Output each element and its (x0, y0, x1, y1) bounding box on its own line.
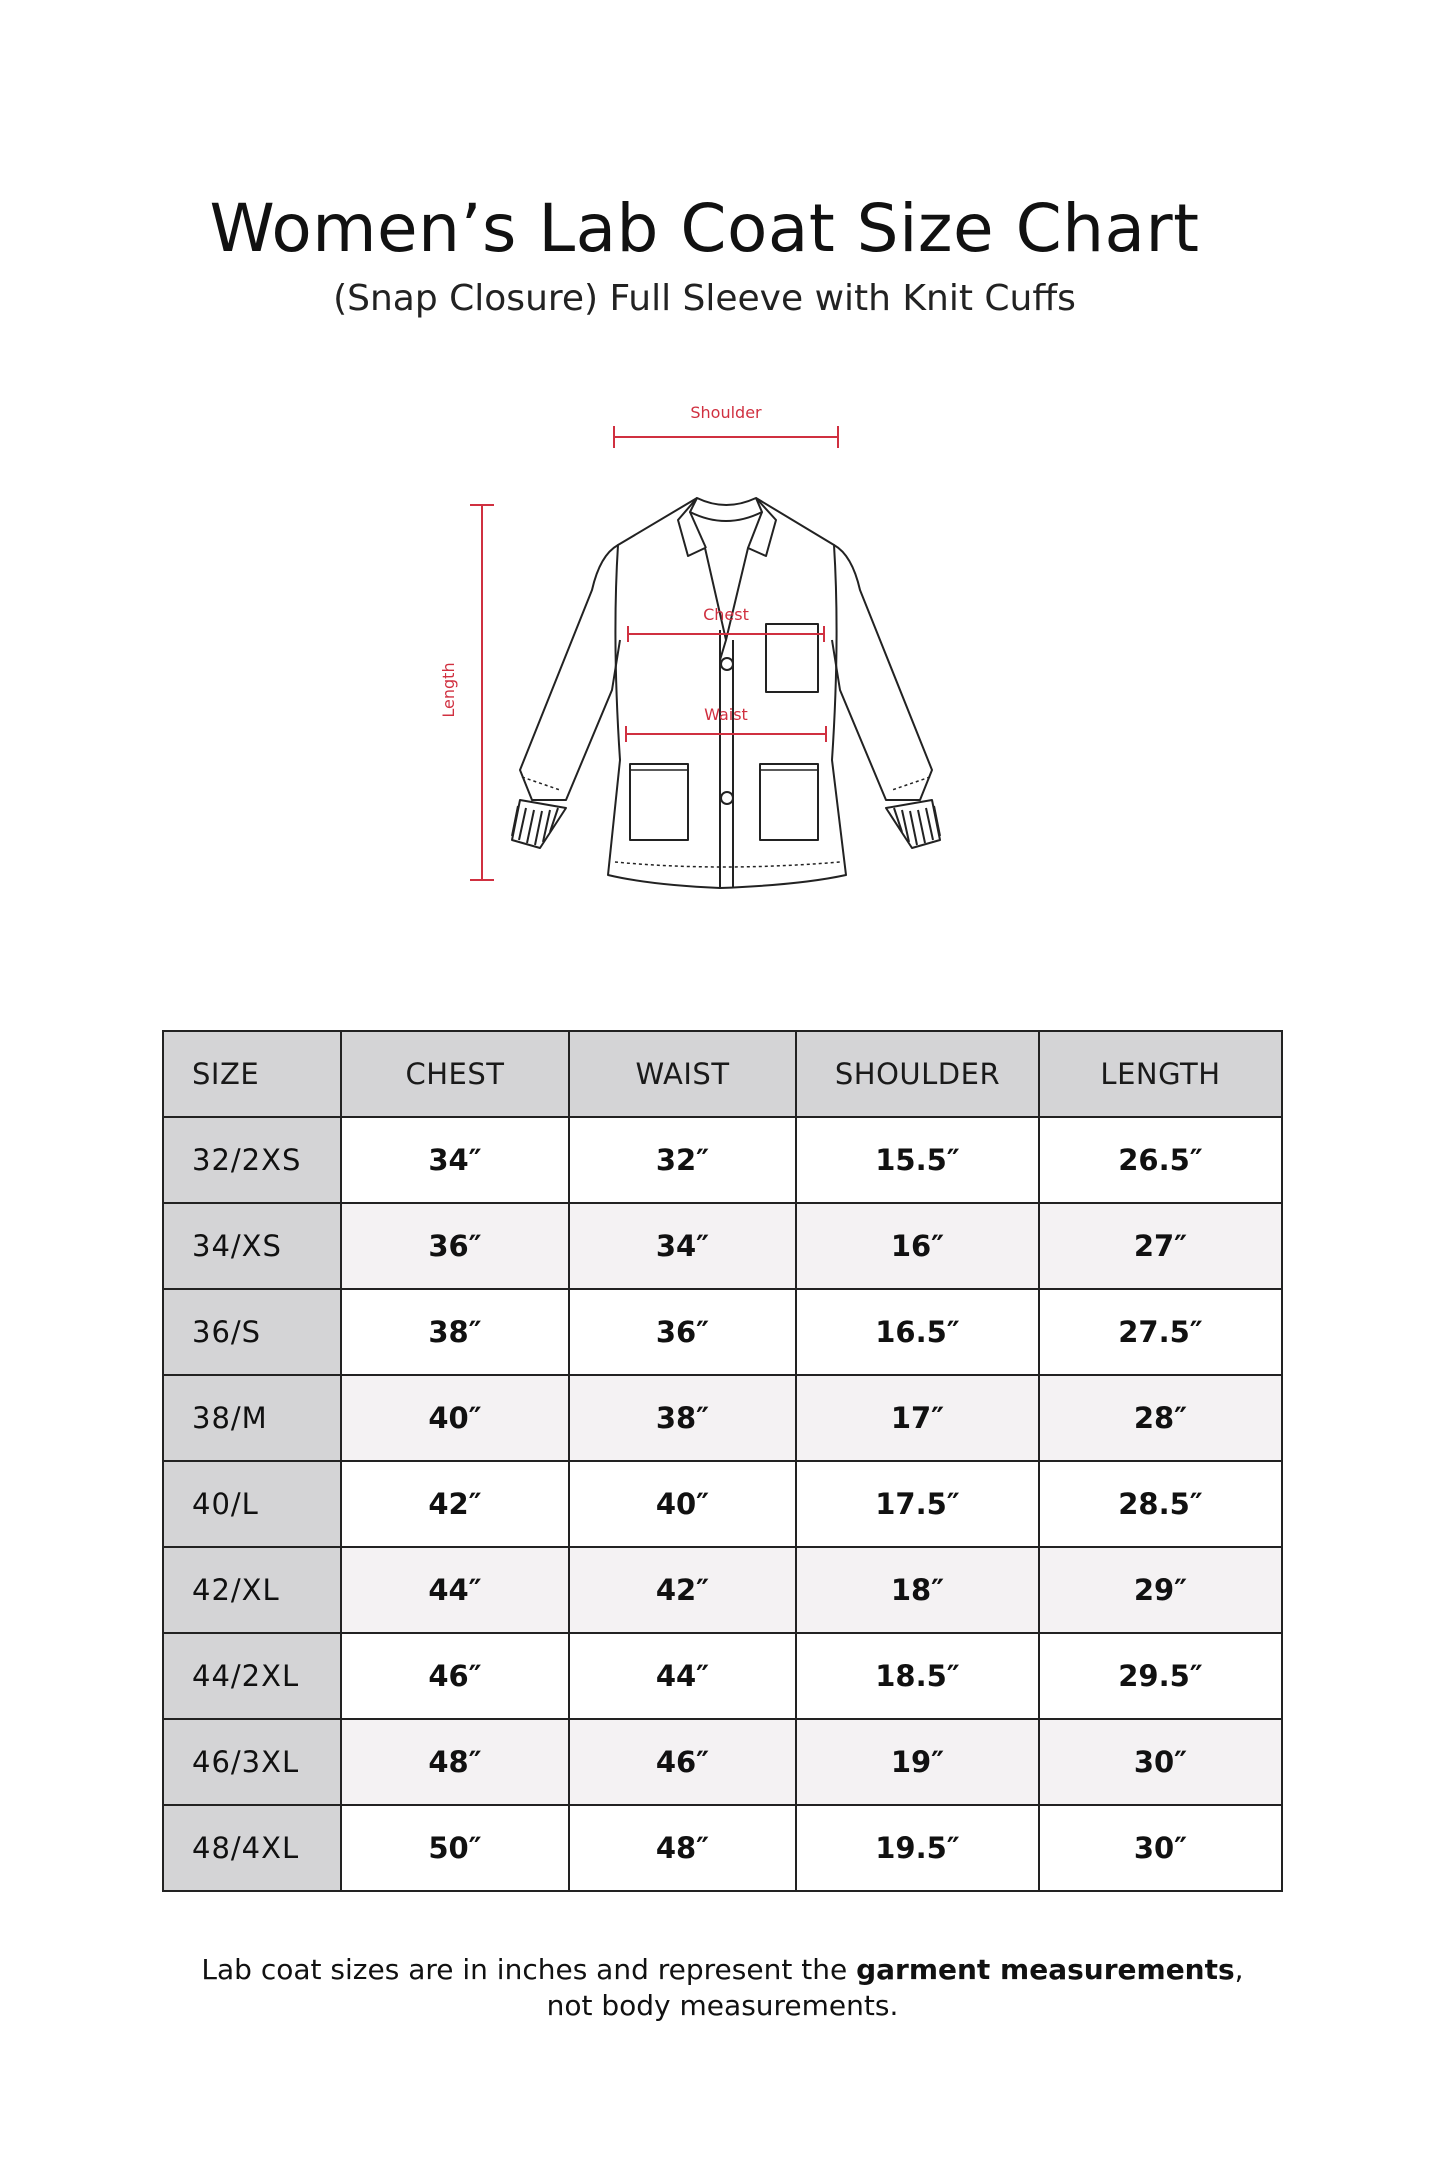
chest-cell: 36″ (341, 1203, 569, 1289)
size-cell: 48/4XL (163, 1805, 341, 1891)
coat-outline (512, 498, 940, 888)
table-row (163, 1117, 1282, 1203)
size-cell: 40/L (163, 1461, 341, 1547)
chest-cell: 42″ (341, 1461, 569, 1547)
waist-cell: 32″ (569, 1117, 796, 1203)
table-header-row (163, 1031, 1282, 1117)
table-row (163, 1461, 1282, 1547)
shoulder-cell: 17.5″ (796, 1461, 1039, 1547)
shoulder-cell: 16″ (796, 1203, 1039, 1289)
shoulder-cell: 19″ (796, 1719, 1039, 1805)
length-cell: 29″ (1039, 1547, 1282, 1633)
length-cell: 27″ (1039, 1203, 1282, 1289)
waist-cell: 40″ (569, 1461, 796, 1547)
shoulder-cell: 17″ (796, 1375, 1039, 1461)
size-cell: 34/XS (163, 1203, 341, 1289)
length-cell: 30″ (1039, 1805, 1282, 1891)
table-row (163, 1805, 1282, 1891)
table-row (163, 1719, 1282, 1805)
table-row (163, 1203, 1282, 1289)
table-row (163, 1375, 1282, 1461)
size-chart-table (162, 1030, 1283, 1892)
shoulder-label: Shoulder (690, 403, 762, 422)
waist-cell: 48″ (569, 1805, 796, 1891)
table-row (163, 1547, 1282, 1633)
footnote-line-2: not body measurements. (546, 1989, 899, 2022)
footnote-emphasis: garment measurements (856, 1953, 1235, 1986)
shoulder-cell: 19.5″ (796, 1805, 1039, 1891)
footnote-punctuation: , (1234, 1953, 1244, 1986)
waist-cell: 44″ (569, 1633, 796, 1719)
waist-label: Waist (704, 705, 748, 724)
column-header-size: SIZE (163, 1031, 341, 1117)
length-cell: 28.5″ (1039, 1461, 1282, 1547)
table-row (163, 1289, 1282, 1375)
waist-cell: 38″ (569, 1375, 796, 1461)
table-row (163, 1633, 1282, 1719)
waist-cell: 36″ (569, 1289, 796, 1375)
shoulder-cell: 15.5″ (796, 1117, 1039, 1203)
chest-cell: 40″ (341, 1375, 569, 1461)
chest-cell: 34″ (341, 1117, 569, 1203)
chest-cell: 44″ (341, 1547, 569, 1633)
column-header-chest: CHEST (341, 1031, 569, 1117)
length-cell: 28″ (1039, 1375, 1282, 1461)
page-subtitle: (Snap Closure) Full Sleeve with Knit Cuffs (333, 278, 1076, 319)
chest-cell: 48″ (341, 1719, 569, 1805)
footnote (0, 1952, 1445, 2024)
footnote-line-1 (0, 1952, 1445, 1988)
chest-cell: 50″ (341, 1805, 569, 1891)
column-header-length: LENGTH (1039, 1031, 1282, 1117)
shoulder-cell: 18″ (796, 1547, 1039, 1633)
column-header-shoulder: SHOULDER (796, 1031, 1039, 1117)
length-cell: 29.5″ (1039, 1633, 1282, 1719)
lab-coat-illustration (0, 0, 1445, 1000)
size-cell: 42/XL (163, 1547, 341, 1633)
length-cell: 27.5″ (1039, 1289, 1282, 1375)
waist-dimension (626, 705, 826, 742)
size-cell: 46/3XL (163, 1719, 341, 1805)
shoulder-cell: 18.5″ (796, 1633, 1039, 1719)
waist-cell: 34″ (569, 1203, 796, 1289)
waist-cell: 46″ (569, 1719, 796, 1805)
chest-cell: 38″ (341, 1289, 569, 1375)
size-cell: 44/2XL (163, 1633, 341, 1719)
shoulder-cell: 16.5″ (796, 1289, 1039, 1375)
chest-cell: 46″ (341, 1633, 569, 1719)
size-cell: 38/M (163, 1375, 341, 1461)
length-label: Length (439, 662, 458, 718)
length-cell: 26.5″ (1039, 1117, 1282, 1203)
waist-cell: 42″ (569, 1547, 796, 1633)
shoulder-dimension (614, 403, 838, 448)
chest-label: Chest (703, 605, 749, 624)
lab-coat-diagram (0, 0, 1445, 1000)
size-cell: 32/2XS (163, 1117, 341, 1203)
footnote-text: Lab coat sizes are in inches and represent the (201, 1953, 857, 1986)
length-dimension (439, 505, 494, 880)
column-header-waist: WAIST (569, 1031, 796, 1117)
size-cell: 36/S (163, 1289, 341, 1375)
page-title: Women’s Lab Coat Size Chart (209, 190, 1200, 267)
length-cell: 30″ (1039, 1719, 1282, 1805)
